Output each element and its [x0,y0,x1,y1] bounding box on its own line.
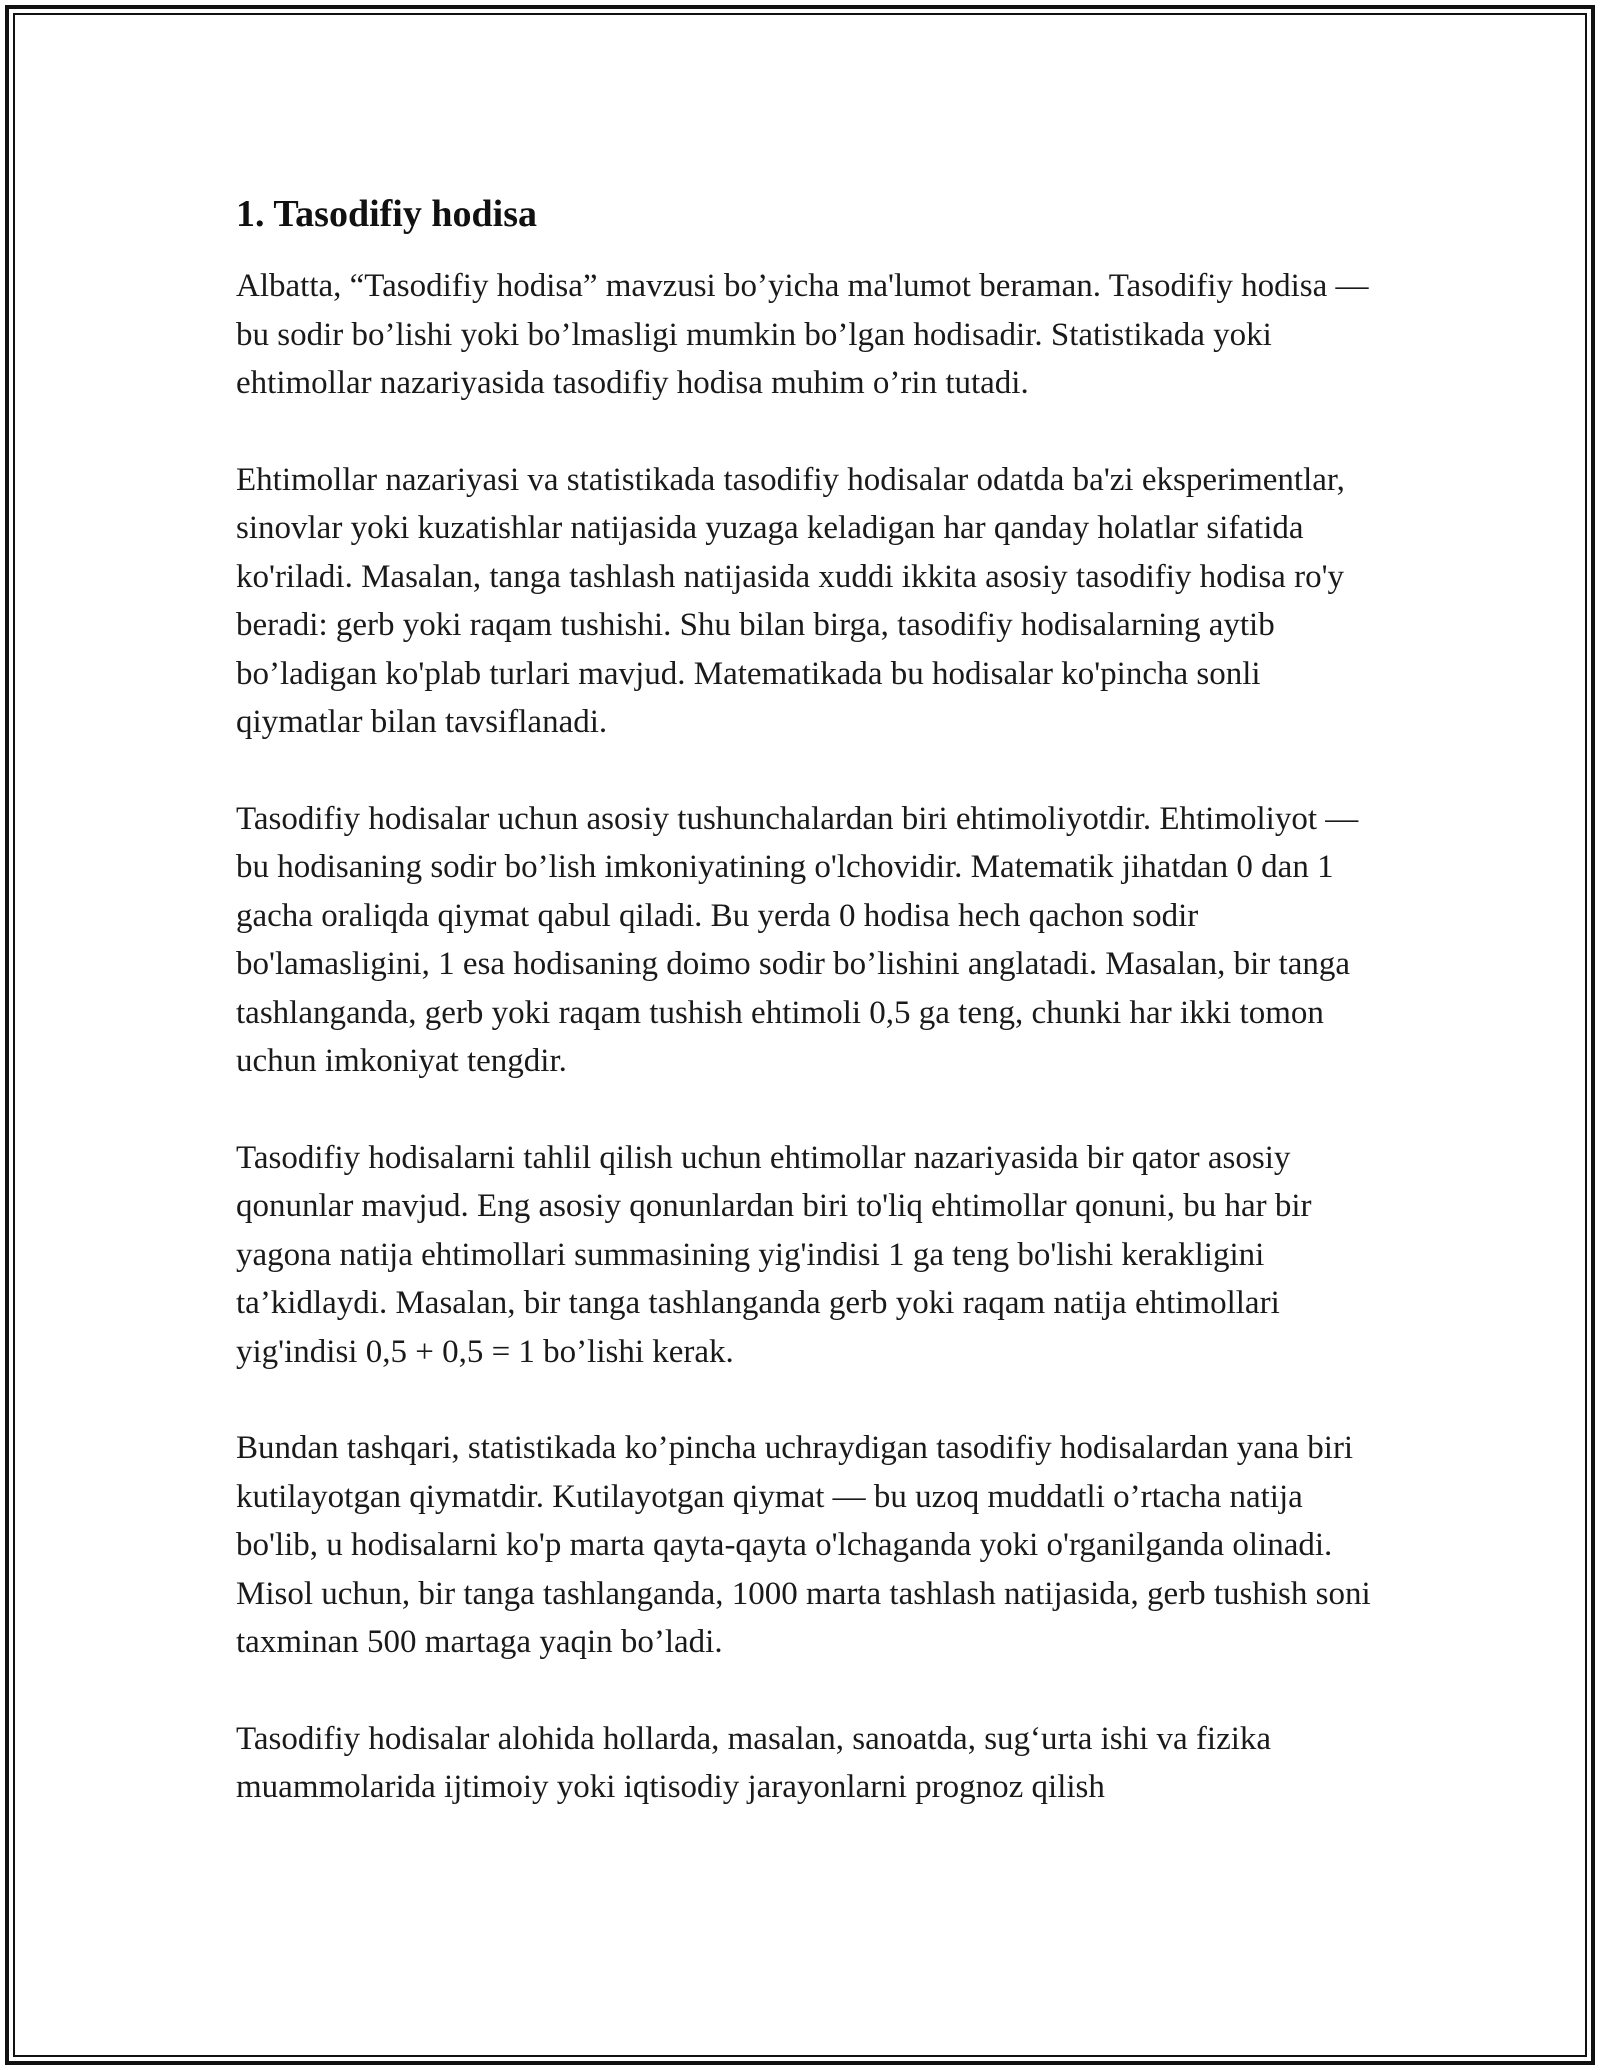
document-body [236,190,1376,1860]
paragraph-4: Tasodifiy hodisalarni tahlil qilish uchun ehtimollar nazariyasida bir qator asosiy qonunlar mavjud. Eng asosiy qonunlardan biri to'liq ehtimollar qonuni, bu har bir yagona natija ehtimollari summasining yig'indisi 1 ga teng bo'lishi kerakligini ta’kidlaydi. Masalan, bir tanga tashlanganda gerb yoki raqam natija ehtimollari yig'indisi 0,5 + 0,5 = 1 bo’lishi kerak. [236,1139,1312,1370]
paragraph-1: Albatta, “Tasodifiy hodisa” mavzusi bo’yicha ma'lumot beraman. Tasodifiy hodisa — bu sodir bo’lishi yoki bo’lmasligi mumkin bo’lgan hodisadir. Statistikada yoki ehtimollar nazariyasida tasodifiy hodisa muhim o’rin tutadi. [236,268,1369,401]
paragraph-6: Tasodifiy hodisalar alohida hollarda, masalan, sanoatda, sug‘urta ishi va fizika muammolarida ijtimoiy yoki iqtisodiy jarayonlarni prognoz qilish [236,1720,1272,1805]
paragraph-3: Tasodifiy hodisalar uchun asosiy tushunchalardan biri ehtimoliyotdir. Ehtimoliyot — bu hodisaning sodir bo’lish imkoniyatining o'lchovidir. Matematik jihatdan 0 dan 1 gacha oraliqda qiymat qabul qiladi. Bu yerda 0 hodisa hech qachon sodir bo'lamasligini, 1 esa hodisaning doimo sodir bo’lishini anglatadi. Masalan, bir tanga tashlanganda, gerb yoki raqam tushish ehtimoli 0,5 ga teng, chunki har ikki tomon uchun imkoniyat tengdir. [236,800,1359,1079]
paragraph-5: Bundan tashqari, statistikada ko’pincha uchraydigan tasodifiy hodisalardan yana biri kutilayotgan qiymatdir. Kutilayotgan qiymat — bu uzoq muddatli o’rtacha natija bo'lib, u hodisalarni ko'p marta qayta-qayta o'lchaganda yoki o'rganilganda olinadi. Misol uchun, bir tanga tashlanganda, 1000 marta tashlash natijasida, gerb tushish soni taxminan 500 martaga yaqin bo’ladi. [236,1430,1371,1660]
paragraph-2: Ehtimollar nazariyasi va statistikada tasodifiy hodisalar odatda ba'zi eksperimentlar, sinovlar yoki kuzatishlar natijasida yuzaga keladigan har qanday holatlar sifatida ko'riladi. Masalan, tanga tashlash natijasida xuddi ikkita asosiy tasodifiy hodisa ro'y beradi: gerb yoki raqam tushishi. Shu bilan birga, tasodifiy hodisalarning aytib bo’ladigan ko'plab turlari mavjud. Matematikada bu hodisalar ko'pincha sonli qiymatlar bilan tavsiflanadi. [236,461,1345,740]
section-heading: 1. Tasodifiy hodisa [236,193,537,235]
